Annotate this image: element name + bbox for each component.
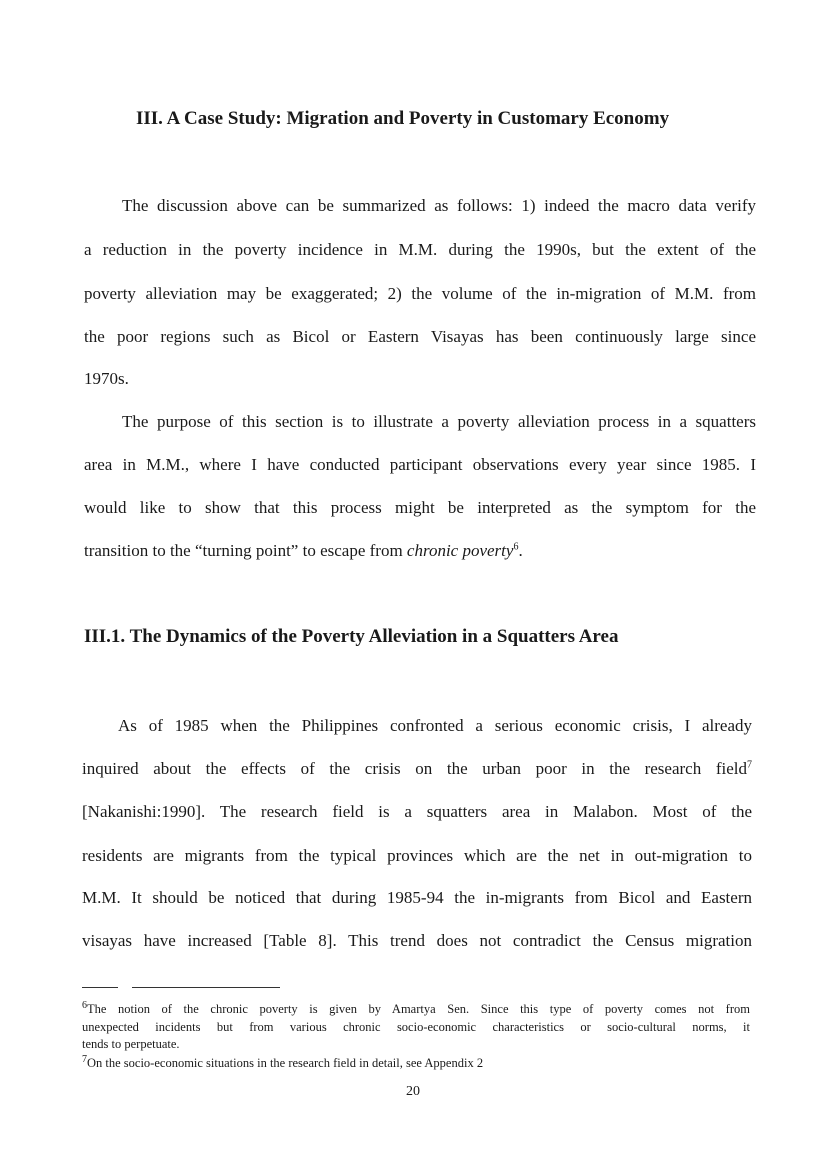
footnote-6-line-2: unexpected incidents but from various chronic socio-economic characteristics or socio-cultural norms, it bbox=[82, 1020, 750, 1034]
paragraph-3-line-6: visayas have increased [Table 8]. This trend does not contradict the Census migration bbox=[82, 931, 752, 950]
footnote-rule-long bbox=[132, 987, 280, 988]
paragraph-2-line-1: The purpose of this section is to illustrate a poverty alleviation process in a squatters bbox=[122, 412, 756, 431]
paragraph-2-line-4-text: transition to the “turning point” to escape from bbox=[84, 541, 407, 560]
section-heading: III. A Case Study: Migration and Poverty in Customary Economy bbox=[136, 108, 670, 129]
footnote-6-mark: 6 bbox=[82, 999, 87, 1011]
paragraph-3-line-5: M.M. It should be noticed that during 1985-94 the in-migrants from Bicol and Eastern bbox=[82, 888, 752, 907]
footnote-7 bbox=[82, 1053, 484, 1071]
footnote-rule-short bbox=[82, 987, 118, 988]
paragraph-2-line-2: area in M.M., where I have conducted participant observations every year since 1985. I bbox=[84, 455, 756, 474]
footnote-7-mark: 7 bbox=[82, 1053, 87, 1065]
chronic-poverty-term: chronic poverty bbox=[406, 541, 514, 560]
footnote-7-text: On the socio-economic situations in the research field in detail, see Appendix 2 bbox=[87, 1056, 484, 1070]
footnote-6-line-1-text: The notion of the chronic poverty is given by Amartya Sen. Since this type of poverty comes not from bbox=[87, 1002, 750, 1016]
paragraph-2-line-3: would like to show that this process might be interpreted as the symptom for the bbox=[84, 498, 756, 517]
page-number: 20 bbox=[406, 1084, 420, 1099]
paragraph-2-end: . bbox=[518, 541, 523, 560]
paragraph-3-line-2 bbox=[82, 759, 752, 779]
paragraph-3-line-2-text: inquired about the effects of the crisis on the urban poor in the research field bbox=[82, 759, 747, 778]
footnote-ref-6: 6 bbox=[513, 541, 519, 553]
paragraph-3-line-4: residents are migrants from the typical provinces which are the net in out-migration to bbox=[82, 846, 752, 865]
subsection-heading: III.1. The Dynamics of the Poverty Alleviation in a Squatters Area bbox=[84, 626, 619, 647]
paragraph-1-line-5: 1970s. bbox=[84, 369, 129, 388]
paragraph-2-line-4 bbox=[84, 541, 523, 561]
footnote-6-line-3: tends to perpetuate. bbox=[82, 1037, 180, 1051]
paragraph-1-line-3: poverty alleviation may be exaggerated; 2) the volume of the in-migration of M.M. from bbox=[84, 284, 756, 303]
paragraph-3-line-3: [Nakanishi:1990]. The research field is a squatters area in Malabon. Most of the bbox=[82, 802, 752, 821]
paragraph-1-line-1: The discussion above can be summarized as follows: 1) indeed the macro data verify bbox=[122, 196, 756, 215]
footnote-ref-7: 7 bbox=[747, 759, 752, 771]
paragraph-1-line-4: the poor regions such as Bicol or Eastern Visayas has been continuously large since bbox=[84, 327, 756, 346]
paragraph-1-line-2: a reduction in the poverty incidence in M.M. during the 1990s, but the extent of the bbox=[84, 240, 756, 259]
footnote-6-line-1 bbox=[82, 999, 750, 1017]
paragraph-3-line-1: As of 1985 when the Philippines confronted a serious economic crisis, I already bbox=[118, 716, 752, 735]
